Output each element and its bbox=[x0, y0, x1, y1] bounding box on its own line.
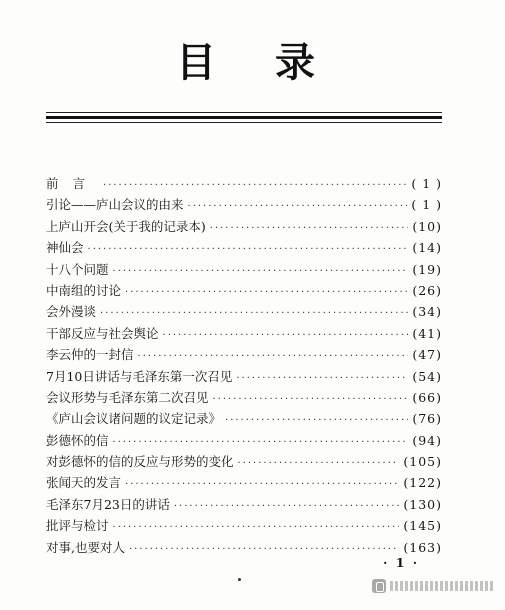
toc-entry-page: (105) bbox=[403, 454, 442, 470]
page-number-footer: · 1 · bbox=[383, 555, 420, 570]
toc-entry-page: (130) bbox=[403, 496, 442, 512]
toc-entry bbox=[46, 217, 442, 238]
toc-entry-page: (163) bbox=[403, 539, 442, 555]
toc-leader-dots bbox=[174, 501, 400, 512]
toc-entry bbox=[46, 452, 442, 473]
toc-leader-dots bbox=[163, 330, 409, 341]
toc-entry-page: (10) bbox=[412, 218, 442, 234]
toc-entry-page: (41) bbox=[412, 325, 442, 341]
page-title-char-1: 目 bbox=[176, 40, 216, 86]
toc-entry bbox=[46, 238, 442, 259]
toc-leader-dots bbox=[125, 287, 408, 298]
toc-leader-dots bbox=[236, 373, 408, 384]
toc-leader-dots bbox=[125, 479, 399, 490]
toc-leader-dots bbox=[188, 201, 408, 212]
watermark-text-graphic bbox=[390, 581, 494, 591]
toc-entry-title: 批评与检讨 bbox=[46, 518, 109, 534]
toc-leader-dots bbox=[238, 458, 400, 469]
toc-leader-dots bbox=[113, 266, 409, 277]
toc-leader-dots bbox=[103, 180, 407, 191]
divider-thin-line-top bbox=[46, 112, 442, 113]
toc-leader-dots bbox=[129, 544, 399, 555]
toc-entry bbox=[46, 302, 442, 323]
page-title bbox=[0, 38, 505, 88]
toc-entry-page: (94) bbox=[412, 432, 442, 448]
toc-entry-title: 会外漫谈 bbox=[46, 304, 97, 320]
toc-entry-title: 张闻天的发言 bbox=[46, 475, 122, 491]
watermark-logo-icon bbox=[372, 579, 386, 593]
site-watermark bbox=[372, 579, 494, 593]
toc-entry-title: 对彭德怀的信的反应与形势的变化 bbox=[46, 454, 234, 470]
toc-entry-title: 7月10日讲话与毛泽东第一次召见 bbox=[46, 368, 233, 384]
toc-entry-page: (26) bbox=[412, 282, 442, 298]
toc-entry-page: (66) bbox=[412, 389, 442, 405]
table-of-contents bbox=[46, 174, 442, 559]
toc-entry-page: (14) bbox=[412, 240, 442, 256]
divider-thin-line-bottom bbox=[46, 122, 442, 123]
toc-entry-title: 十八个问题 bbox=[46, 261, 109, 277]
toc-entry-title: 中南组的讨论 bbox=[46, 282, 122, 298]
toc-entry-page: ( 1 ) bbox=[411, 197, 442, 213]
toc-entry-title: 毛泽东7月23日的讲话 bbox=[46, 496, 170, 512]
toc-leader-dots bbox=[138, 351, 409, 362]
toc-entry bbox=[46, 324, 442, 345]
toc-entry-title: 引论——庐山会议的由来 bbox=[46, 197, 184, 213]
toc-entry-title: 上庐山开会(关于我的记录本) bbox=[46, 218, 206, 234]
toc-entry bbox=[46, 473, 442, 494]
toc-entry bbox=[46, 516, 442, 537]
toc-entry-title: 前言 bbox=[46, 176, 100, 191]
toc-entry-page: (76) bbox=[412, 411, 442, 427]
toc-entry-title: 彭德怀的信 bbox=[46, 432, 109, 448]
toc-leader-dots bbox=[100, 308, 408, 319]
toc-entry bbox=[46, 409, 442, 430]
toc-entry-page: (122) bbox=[403, 475, 442, 491]
toc-leader-dots bbox=[113, 522, 400, 533]
toc-entry bbox=[46, 345, 442, 366]
toc-leader-dots bbox=[210, 223, 409, 234]
page-title-char-2: 录 bbox=[275, 40, 315, 86]
toc-entry-page: (145) bbox=[403, 518, 442, 534]
toc-leader-dots bbox=[213, 394, 409, 405]
toc-entry bbox=[46, 260, 442, 281]
toc-leader-dots bbox=[113, 437, 409, 448]
toc-entry bbox=[46, 495, 442, 516]
toc-entry bbox=[46, 281, 442, 302]
toc-entry-page: ( 1 ) bbox=[411, 176, 442, 191]
toc-entry-page: (34) bbox=[412, 304, 442, 320]
toc-entry-title: 会议形势与毛泽东第二次召见 bbox=[46, 389, 209, 405]
toc-entry bbox=[46, 174, 442, 195]
toc-entry-title: 《庐山会议诸问题的议定记录》 bbox=[46, 411, 222, 427]
toc-entry-title: 神仙会 bbox=[46, 240, 84, 256]
toc-entry bbox=[46, 388, 442, 409]
toc-leader-dots bbox=[225, 415, 408, 426]
toc-entry-title: 李云仲的一封信 bbox=[46, 347, 134, 363]
divider-thick-line bbox=[46, 116, 442, 119]
toc-entry bbox=[46, 431, 442, 452]
toc-entry-title: 对事,也要对人 bbox=[46, 539, 125, 555]
title-divider bbox=[46, 112, 442, 124]
print-speck bbox=[238, 578, 241, 581]
toc-entry-page: (47) bbox=[412, 347, 442, 363]
toc-entry-title: 干部反应与社会舆论 bbox=[46, 325, 159, 341]
toc-leader-dots bbox=[88, 244, 409, 255]
toc-entry bbox=[46, 367, 442, 388]
toc-entry bbox=[46, 195, 442, 216]
toc-entry-page: (54) bbox=[412, 368, 442, 384]
toc-entry-page: (19) bbox=[412, 261, 442, 277]
